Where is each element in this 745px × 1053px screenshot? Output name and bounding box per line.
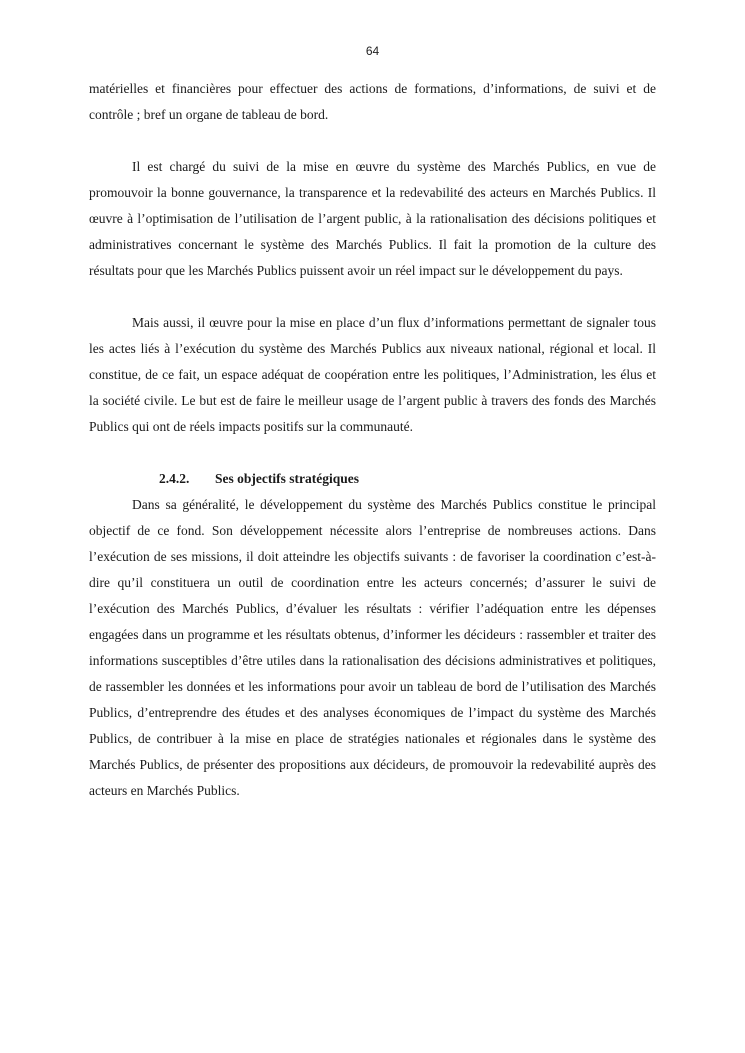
paragraph-spacer [89,128,656,154]
page-number: 64 [365,44,380,58]
paragraph-flux-informations: Mais aussi, il œuvre pour la mise en place d’un flux d’informations permettant de signaler tous les actes liés à l’exécution du système des Marchés Publics aux niveaux national, régional et local. Il constitue, de ce fait, un espace adéquat de coopération entre les politiques, l’Administration, les élus et la société civile. Le but est de faire le meilleur usage de l’argent public à travers des fonds des Marchés Publics qui ont de réels impacts positifs sur la communauté. [89,315,656,434]
section-heading [89,466,656,492]
section-number: 2.4.2. [159,471,190,486]
paragraph-spacer [89,284,656,310]
paragraph-continuation: matérielles et financières pour effectuer des actions de formations, d’informations, de suivi et de contrôle ; bref un organe de tableau de bord. [89,81,656,122]
paragraph-suivi: Il est chargé du suivi de la mise en œuvre du système des Marchés Publics, en vue de promouvoir la bonne gouvernance, la transparence et la redevabilité des acteurs en Marchés Publics. Il œuvre à l’optimisation de l’utilisation de l’argent public, à la rationalisation des décisions politiques et administratives concernant le système des Marchés Publics. Il fait la promotion de la culture des résultats pour que les Marchés Publics puissent avoir un réel impact sur le développement du pays. [89,159,656,278]
paragraph-objectifs: Dans sa généralité, le développement du système des Marchés Publics constitue le principal objectif de ce fond. Son développement nécessite alors l’entreprise de nombreuses actions. Dans l’exécution de ses missions, il doit atteindre les objectifs suivants : de favoriser la coordination c’est-à-dire qu’il constituera un outil de coordination entre les acteurs concernés; d’assurer le suivi de l’exécution des Marchés Publics, d’évaluer les résultats : vérifier l’adéquation entre les dépenses engagées dans un programme et les résultats obtenus, d’informer les décideurs : rassembler et traiter des informations susceptibles d’être utiles dans la rationalisation des décisions administratives et politiques, de rassembler les données et les informations pour avoir un tableau de bord de l’utilisation des Marchés Publics, d’entreprendre des études et des analyses économiques de l’impact du système des Marchés Publics, de contribuer à la mise en place de stratégies nationales et régionales dans le système des Marchés Publics, de présenter des propositions aux décideurs, de promouvoir la redevabilité auprès des acteurs en Marchés Publics. [89,497,656,798]
section-title: Ses objectifs stratégiques [215,471,359,486]
paragraph-spacer [89,440,656,466]
page-content [89,76,656,804]
